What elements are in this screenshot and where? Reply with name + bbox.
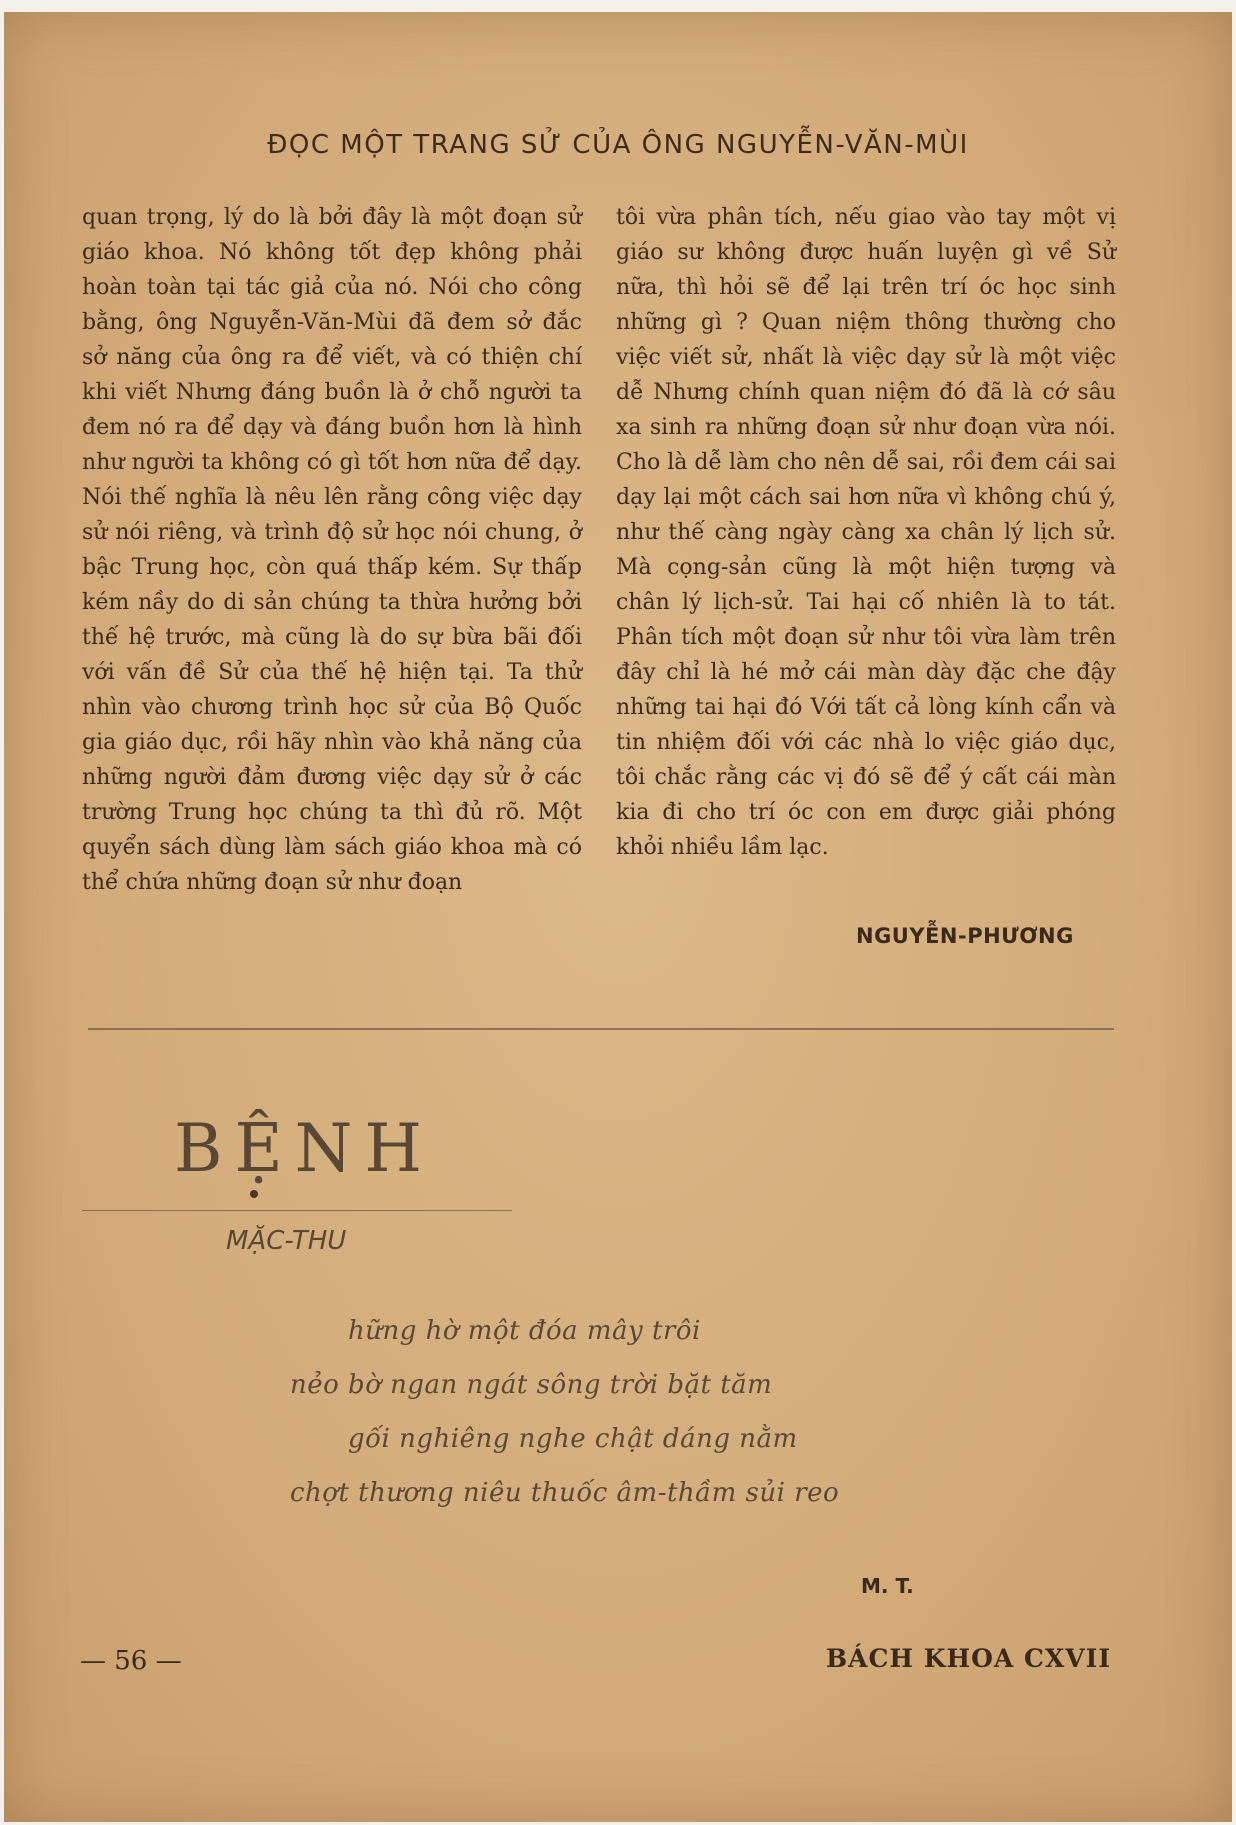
section-divider (88, 1028, 1114, 1030)
poem-signature: M. T. (861, 1574, 914, 1598)
article-right-column: tôi vừa phân tích, nếu giao vào tay một vị giáo sư không được huấn luyện gì về Sử nữa, thì hỏi sẽ để lại trên trí óc học sinh những gì ? Quan niệm thông thường cho việc viết sử, nhất là việc dạy sử là một việc dễ Nhưng chính quan niệm đó đã là cớ sâu xa sinh ra những đoạn sử như đoạn vừa nói. Cho là dễ làm cho nên dễ sai, rồi đem cái sai dạy lại một cách sai hơn nữa vì không chú ý, như thế càng ngày càng xa chân lý lịch sử. Mà cọng-sản cũng là một hiện tượng và chân lý lịch-sử. Tai hại cố nhiên là to tát. Phân tích một đoạn sử như tôi vừa làm trên đây chỉ là hé mở cái màn dày đặc che đậy những tai hại đó Với tất cả lòng kính cẩn và tin nhiệm đối với các nhà lo việc giáo dục, tôi chắc rằng các vị đó sẽ để ý cất cái màn kia đi cho trí óc con em được giải phóng khỏi nhiều lầm lạc. (616, 205, 1116, 860)
poem-title: BỆNH (174, 1110, 434, 1187)
journal-name: BÁCH KHOA CXVII (826, 1644, 1112, 1673)
page (4, 12, 1232, 1822)
page-number: — 56 — (80, 1646, 182, 1676)
page-header: ĐỌC MỘT TRANG SỬ CỦA ÔNG NGUYỄN-VĂN-MÙI (267, 130, 969, 160)
article-signature: NGUYỄN-PHƯƠNG (856, 924, 1074, 948)
poem-author: MẶC-THU (226, 1226, 347, 1256)
title-dot-ornament (250, 1190, 258, 1198)
poem-line-1: hững hờ một đóa mây trôi (348, 1316, 701, 1346)
poem-title-rule (82, 1210, 512, 1211)
poem-line-2: nẻo bờ ngan ngát sông trời bặt tăm (290, 1370, 773, 1400)
poem-line-3: gối nghiêng nghe chật dáng nằm (348, 1424, 798, 1454)
poem-line-4: chợt thương niêu thuốc âm-thầm sủi reo (290, 1478, 840, 1508)
article-left-column: quan trọng, lý do là bởi đây là một đoạn sử giáo khoa. Nó không tốt đẹp không phải hoàn toàn tại tác giả của nó. Nói cho công bằng, ông Nguyễn-Văn-Mùi đã đem sở đắc sở năng của ông ra để viết, và có thiện chí khi viết Nhưng đáng buồn là ở chỗ người ta đem nó ra để dạy và đáng buồn hơn là hình như người ta không có gì tốt hơn nữa để dạy. Nói thế nghĩa là nêu lên rằng công việc dạy sử nói riêng, và trình độ sử học nói chung, ở bậc Trung học, còn quá thấp kém. Sự thấp kém nầy do di sản chúng ta thừa hưởng bởi thế hệ trước, mà cũng là do sự bừa bãi đối với vấn đề Sử của thế hệ hiện tại. Ta thử nhìn vào chương trình học sử của Bộ Quốc gia giáo dục, rồi hãy nhìn vào khả năng của những người đảm đương việc dạy sử ở các trường Trung học chúng ta thì đủ rõ. Một quyển sách dùng làm sách giáo khoa mà có thể chứa những đoạn sử như đoạn (82, 205, 582, 895)
